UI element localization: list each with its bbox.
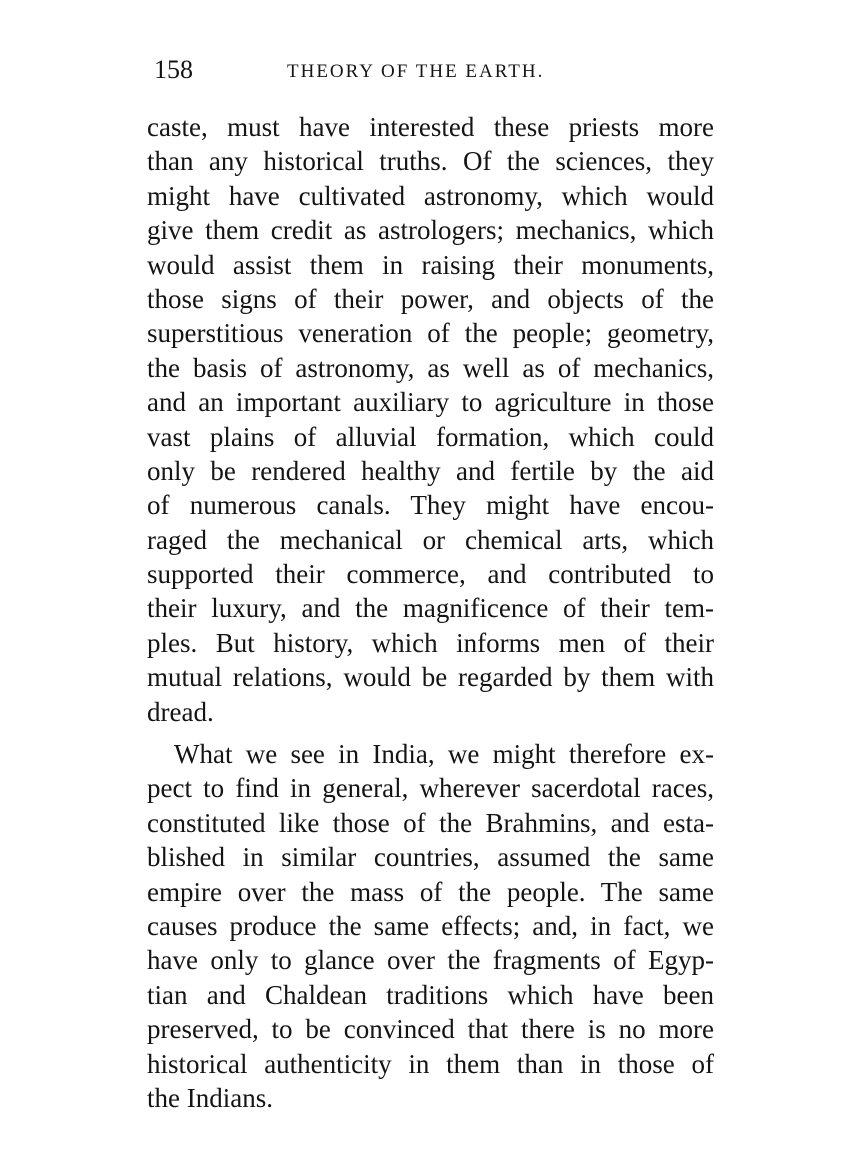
paragraph [147,110,714,729]
text-line: dread. [147,696,214,727]
text-line: give them credit as astrologers; mechanics, which [147,215,714,246]
page-header [150,50,715,90]
text-line: and an important auxiliary to agriculture in those [147,387,714,418]
text-line: the Indians. [147,1082,273,1113]
text-line: raged the mechanical or chemical arts, which [147,524,714,555]
text-line: vast plains of alluvial formation, which could [147,421,714,452]
text-line: the basis of astronomy, as well as of mechanics, [147,352,714,383]
text-line: their luxury, and the magnificence of their tem- [147,593,714,624]
text-line: mutual relations, would be regarded by them with [147,662,714,693]
text-line: supported their commerce, and contributed to [147,559,714,590]
text-line: would assist them in raising their monuments, [147,249,714,280]
page-number: 158 [154,55,193,84]
text-line: pect to find in general, wherever sacerdotal races, [147,773,714,804]
paragraph [147,737,714,1115]
text-line: causes produce the same effects; and, in fact, we [147,910,714,941]
text-line: only be rendered healthy and fertile by the aid [147,455,714,486]
text-line: historical authenticity in them than in those of [147,1048,714,1079]
text-line: tian and Chaldean traditions which have been [147,979,714,1010]
text-line: than any historical truths. Of the sciences, they [147,146,714,177]
running-title: THEORY OF THE EARTH. [287,61,545,82]
text-line: superstitious veneration of the people; geometry, [147,318,714,349]
text-line: have only to glance over the fragments of Egyp- [147,945,714,976]
text-line: What we see in India, we might therefore ex- [174,739,714,770]
text-line: might have cultivated astronomy, which would [147,180,714,211]
text-line: ples. But history, which informs men of their [147,627,714,658]
body-text [147,110,714,1115]
text-line: of numerous canals. They might have encou- [147,490,714,521]
text-line: preserved, to be convinced that there is no more [147,1014,714,1045]
text-line: blished in similar countries, assumed the same [147,842,714,873]
text-line: empire over the mass of the people. The same [147,876,714,907]
text-line: constituted like those of the Brahmins, and esta- [147,807,714,838]
text-line: caste, must have interested these priests more [147,112,714,142]
text-line: those signs of their power, and objects of the [147,283,714,314]
